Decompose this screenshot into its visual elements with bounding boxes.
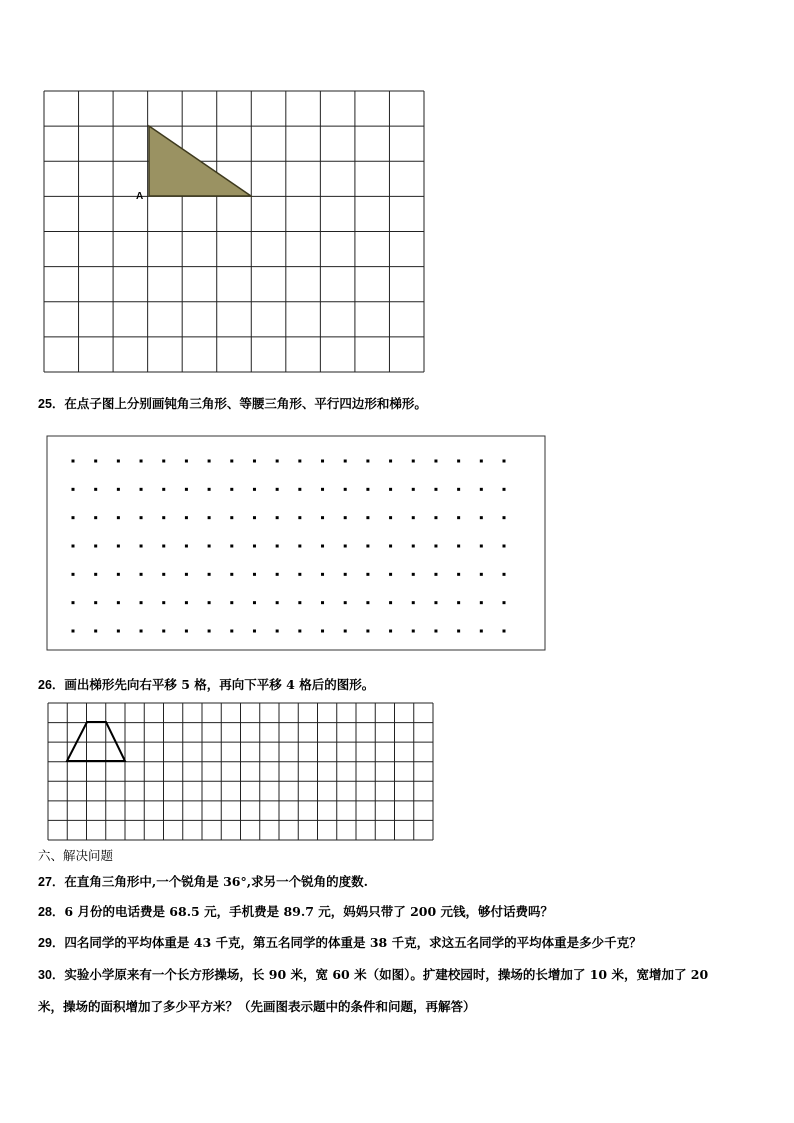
section-title: 六、解决问题 — [38, 848, 114, 863]
question-number: 28． — [38, 905, 65, 919]
question-text: 在点子图上分别画钝角三角形、等腰三角形、平行四边形和梯形。 — [64, 396, 427, 411]
question-text: 画出梯形先向右平移 5 格，再向下平移 4 格后的图形。 — [64, 677, 375, 692]
question-28 — [38, 904, 553, 920]
question-number: 26． — [38, 678, 65, 692]
trapezoid — [67, 722, 125, 761]
question-text: 在直角三角形中,一个锐角是 36°,求另一个锐角的度数. — [64, 874, 368, 889]
question-30 — [38, 967, 708, 983]
question-27 — [38, 874, 368, 890]
question-30-continued: 米，操场的面积增加了多少平方米？（先画图表示题中的条件和问题，再解答） — [38, 999, 476, 1014]
question-text: 四名同学的平均体重是 43 千克，第五名同学的体重是 38 千克，求这五名同学的平均体重是多少千克？ — [64, 935, 642, 950]
question-text-line-1: 实验小学原来有一个长方形操场，长 90 米，宽 60 米（如图）。扩建校园时，操场的长增加了 10 米，宽增加了 20 — [64, 967, 709, 982]
question-29 — [38, 935, 642, 951]
question-number: 25． — [38, 397, 65, 411]
question-number: 30． — [38, 968, 65, 982]
point-a-label: A — [136, 191, 144, 202]
question-number: 27． — [38, 875, 65, 889]
question-text: 6 月份的电话费是 68.5 元，手机费是 89.7 元，妈妈只带了 200 元钱，够付话费吗？ — [64, 904, 554, 919]
question-number: 29． — [38, 936, 65, 950]
